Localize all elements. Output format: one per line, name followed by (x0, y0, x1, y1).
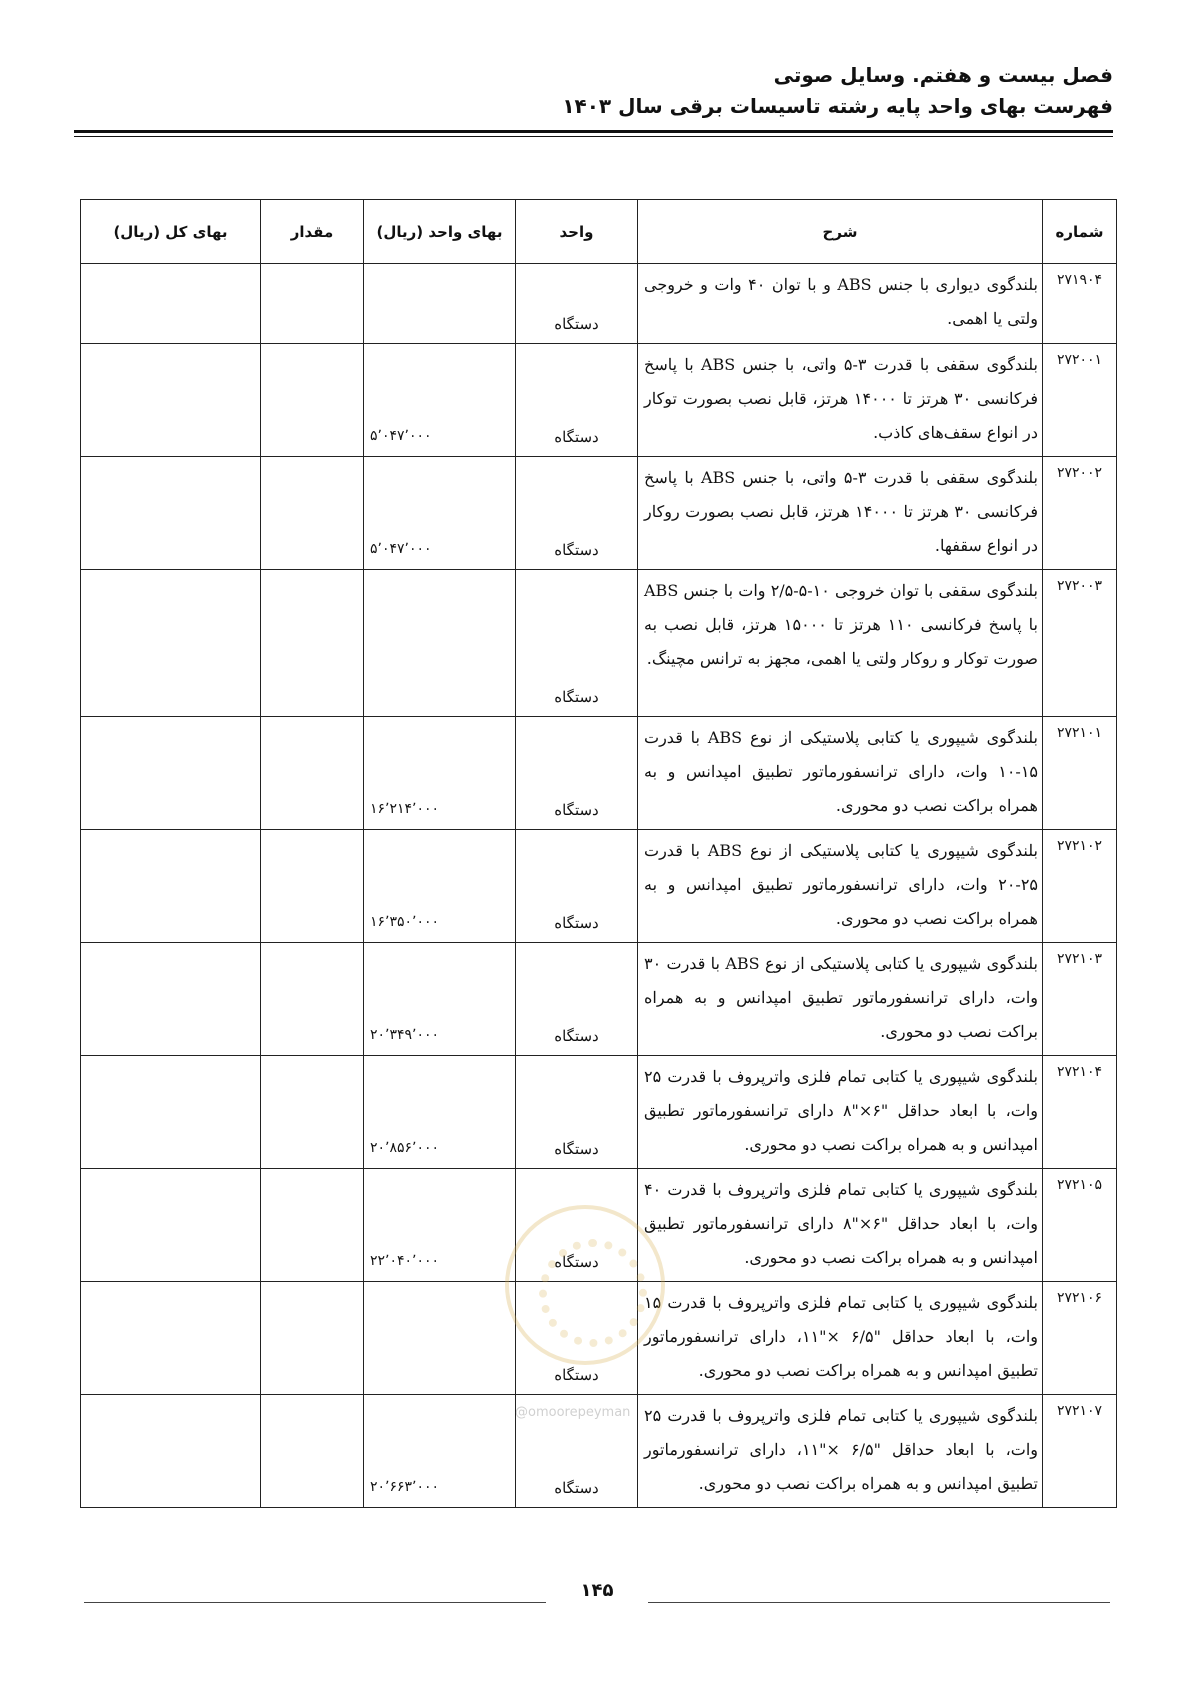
item-code: ۲۷۲۱۰۷ (1043, 1395, 1117, 1508)
item-unit: دستگاه (516, 344, 638, 457)
item-quantity (261, 344, 364, 457)
item-total-price (81, 1282, 261, 1395)
item-description: بلندگوی شیپوری یا کتابی پلاستیکی از نوع ABS با قدرت ۲۵-۲۰ وات، دارای ترانسفورماتور تطبیق امپدانس و به همراه براکت نصب دو محوری. (638, 830, 1043, 943)
item-total-price (81, 717, 261, 830)
item-quantity (261, 1169, 364, 1282)
item-code: ۲۷۲۱۰۵ (1043, 1169, 1117, 1282)
item-unit-price (364, 1282, 516, 1395)
item-code: ۲۷۲۰۰۲ (1043, 457, 1117, 570)
item-total-price (81, 570, 261, 717)
item-total-price (81, 344, 261, 457)
item-unit: دستگاه (516, 570, 638, 717)
item-code: ۲۷۲۱۰۴ (1043, 1056, 1117, 1169)
item-unit-price: ۵٬۰۴۷٬۰۰۰ (364, 344, 516, 457)
item-code: ۲۷۲۰۰۱ (1043, 344, 1117, 457)
item-unit-price: ۲۰٬۸۵۶٬۰۰۰ (364, 1056, 516, 1169)
item-unit: دستگاه (516, 717, 638, 830)
item-unit: دستگاه (516, 457, 638, 570)
chapter-title: فصل بیست و هفتم. وسایل صوتی (773, 63, 1113, 87)
item-total-price (81, 1169, 261, 1282)
item-description: بلندگوی شیپوری یا کتابی تمام فلزی واترپروف با قدرت ۲۵ وات، با ابعاد حداقل "۶×"۸ دارای ترانسفورماتور تطبیق امپدانس و به همراه براکت نصب دو محوری. (638, 1056, 1043, 1169)
column-header-quantity: مقدار (261, 200, 364, 264)
item-unit-price: ۱۶٬۳۵۰٬۰۰۰ (364, 830, 516, 943)
item-quantity (261, 1282, 364, 1395)
column-header-total-price: بهای کل (ریال) (81, 200, 261, 264)
item-unit-price: ۲۰٬۳۴۹٬۰۰۰ (364, 943, 516, 1056)
item-description: بلندگوی شیپوری یا کتابی تمام فلزی واترپروف با قدرت ۱۵ وات، با ابعاد حداقل "۶/۵ ×"۱۱، دارای ترانسفورماتور تطبیق امپدانس و به همراه براکت نصب دو محوری. (638, 1282, 1043, 1395)
item-quantity (261, 717, 364, 830)
item-quantity (261, 457, 364, 570)
item-unit: دستگاه (516, 1169, 638, 1282)
item-description: بلندگوی شیپوری یا کتابی تمام فلزی واترپروف با قدرت ۴۰ وات، با ابعاد حداقل "۶×"۸ دارای ترانسفورماتور تطبیق امپدانس و به همراه براکت نصب دو محوری. (638, 1169, 1043, 1282)
item-description: بلندگوی سقفی با قدرت ۳-۵ واتی، با جنس ABS با پاسخ فرکانسی ۳۰ هرتز تا ۱۴۰۰۰ هرتز، قابل نصب بصورت روکار در انواع سقفها. (638, 457, 1043, 570)
item-unit: دستگاه (516, 1056, 638, 1169)
watermark-handle: @omoorepeyman (515, 1405, 631, 1420)
item-quantity (261, 570, 364, 717)
item-unit-price: ۵٬۰۴۷٬۰۰۰ (364, 457, 516, 570)
footer-divider-left (84, 1602, 546, 1603)
item-total-price (81, 943, 261, 1056)
item-unit: دستگاه (516, 1395, 638, 1508)
page-number: ۱۴۵ (580, 1580, 614, 1601)
item-total-price (81, 830, 261, 943)
column-header-code: شماره (1043, 200, 1117, 264)
item-description: بلندگوی شیپوری یا کتابی تمام فلزی واترپروف با قدرت ۲۵ وات، با ابعاد حداقل "۶/۵ ×"۱۱، دارای ترانسفورماتور تطبیق امپدانس و به همراه براکت نصب دو محوری. (638, 1395, 1043, 1508)
item-total-price (81, 1056, 261, 1169)
item-code: ۲۷۲۰۰۳ (1043, 570, 1117, 717)
table-row (81, 264, 1117, 344)
item-description: بلندگوی سقفی با قدرت ۳-۵ واتی، با جنس ABS با پاسخ فرکانسی ۳۰ هرتز تا ۱۴۰۰۰ هرتز، قابل نصب بصورت توکار در انواع سقف‌های کاذب. (638, 344, 1043, 457)
table-row (81, 830, 1117, 943)
item-code: ۲۷۲۱۰۳ (1043, 943, 1117, 1056)
footer-divider-right (648, 1602, 1110, 1603)
item-unit-price: ۱۶٬۲۱۴٬۰۰۰ (364, 717, 516, 830)
price-table-container (81, 199, 1117, 1508)
item-code: ۲۷۲۱۰۲ (1043, 830, 1117, 943)
header-divider (74, 130, 1113, 137)
item-total-price (81, 1395, 261, 1508)
item-total-price (81, 457, 261, 570)
item-unit: دستگاه (516, 830, 638, 943)
column-header-description: شرح (638, 200, 1043, 264)
column-header-unit: واحد (516, 200, 638, 264)
table-row (81, 1056, 1117, 1169)
price-list-title: فهرست بهای واحد پایه رشته تاسیسات برقی سال ۱۴۰۳ (562, 94, 1113, 118)
item-description: بلندگوی شیپوری یا کتابی پلاستیکی از نوع ABS با قدرت ۱۵-۱۰ وات، دارای ترانسفورماتور تطبیق امپدانس و به همراه براکت نصب دو محوری. (638, 717, 1043, 830)
table-row (81, 1282, 1117, 1395)
table-row (81, 1169, 1117, 1282)
table-row (81, 717, 1117, 830)
item-code: ۲۷۲۱۰۱ (1043, 717, 1117, 830)
item-description: بلندگوی دیواری با جنس ABS و با توان ۴۰ وات و خروجی ولتی یا اهمی. (638, 264, 1043, 344)
item-unit-price: ۲۰٬۶۶۳٬۰۰۰ (364, 1395, 516, 1508)
page-header (74, 60, 1113, 122)
item-description: بلندگوی شیپوری یا کتابی پلاستیکی از نوع ABS با قدرت ۳۰ وات، دارای ترانسفورماتور تطبیق امپدانس و به همراه براکت نصب دو محوری. (638, 943, 1043, 1056)
item-quantity (261, 830, 364, 943)
item-quantity (261, 1395, 364, 1508)
item-unit: دستگاه (516, 943, 638, 1056)
table-row (81, 344, 1117, 457)
table-row (81, 457, 1117, 570)
item-total-price (81, 264, 261, 344)
item-unit: دستگاه (516, 1282, 638, 1395)
table-row (81, 570, 1117, 717)
price-table (80, 199, 1117, 1508)
column-header-unit-price: بهای واحد (ریال) (364, 200, 516, 264)
item-unit-price (364, 570, 516, 717)
item-unit-price (364, 264, 516, 344)
item-code: ۲۷۲۱۰۶ (1043, 1282, 1117, 1395)
item-quantity (261, 1056, 364, 1169)
table-header-row (81, 200, 1117, 264)
item-unit: دستگاه (516, 264, 638, 344)
item-description: بلندگوی سقفی با توان خروجی ۱۰-۵-۲/۵ وات با جنس ABS با پاسخ فرکانسی ۱۱۰ هرتز تا ۱۵۰۰۰ هرتز، قابل نصب به صورت توکار و روکار ولتی یا اهمی، مجهز به ترانس مچینگ. (638, 570, 1043, 717)
item-quantity (261, 264, 364, 344)
item-quantity (261, 943, 364, 1056)
item-unit-price: ۲۲٬۰۴۰٬۰۰۰ (364, 1169, 516, 1282)
item-code: ۲۷۱۹۰۴ (1043, 264, 1117, 344)
table-row (81, 943, 1117, 1056)
